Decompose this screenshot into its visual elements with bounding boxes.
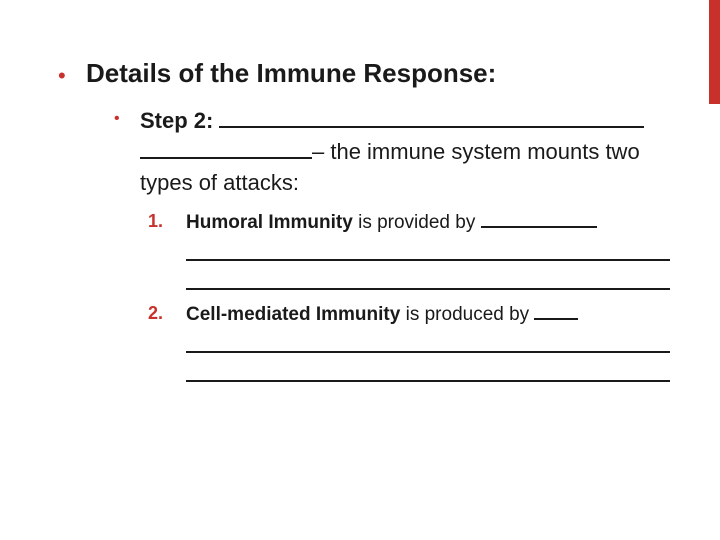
term-humoral: Humoral Immunity — [186, 212, 353, 233]
bullet-icon: • — [58, 63, 66, 88]
step-text: – the immune system mounts two types of attacks: — [140, 139, 640, 195]
fill-in-line[interactable] — [186, 288, 670, 290]
slide-heading: Details of the Immune Response: — [86, 58, 497, 88]
item-number: 1. — [148, 211, 164, 231]
fill-in-line[interactable] — [186, 380, 670, 382]
fill-in-line[interactable] — [186, 351, 670, 353]
list-item-humoral — [186, 210, 597, 234]
list-item-cell-mediated — [186, 302, 578, 326]
item-text: is provided by — [352, 212, 481, 233]
fill-in-line[interactable] — [186, 259, 670, 261]
fill-in-blank[interactable] — [534, 302, 578, 320]
step-label: Step 2: — [140, 108, 214, 133]
fill-in-blank[interactable] — [219, 106, 644, 128]
accent-bar — [709, 0, 720, 104]
fill-in-blank[interactable] — [140, 137, 312, 159]
step-2-paragraph — [140, 105, 685, 198]
fill-in-blank[interactable] — [481, 210, 597, 228]
term-cell-mediated: Cell-mediated Immunity — [186, 304, 401, 325]
item-number: 2. — [148, 303, 164, 323]
sub-bullet-icon: • — [114, 110, 120, 127]
item-text: is produced by — [400, 304, 535, 325]
